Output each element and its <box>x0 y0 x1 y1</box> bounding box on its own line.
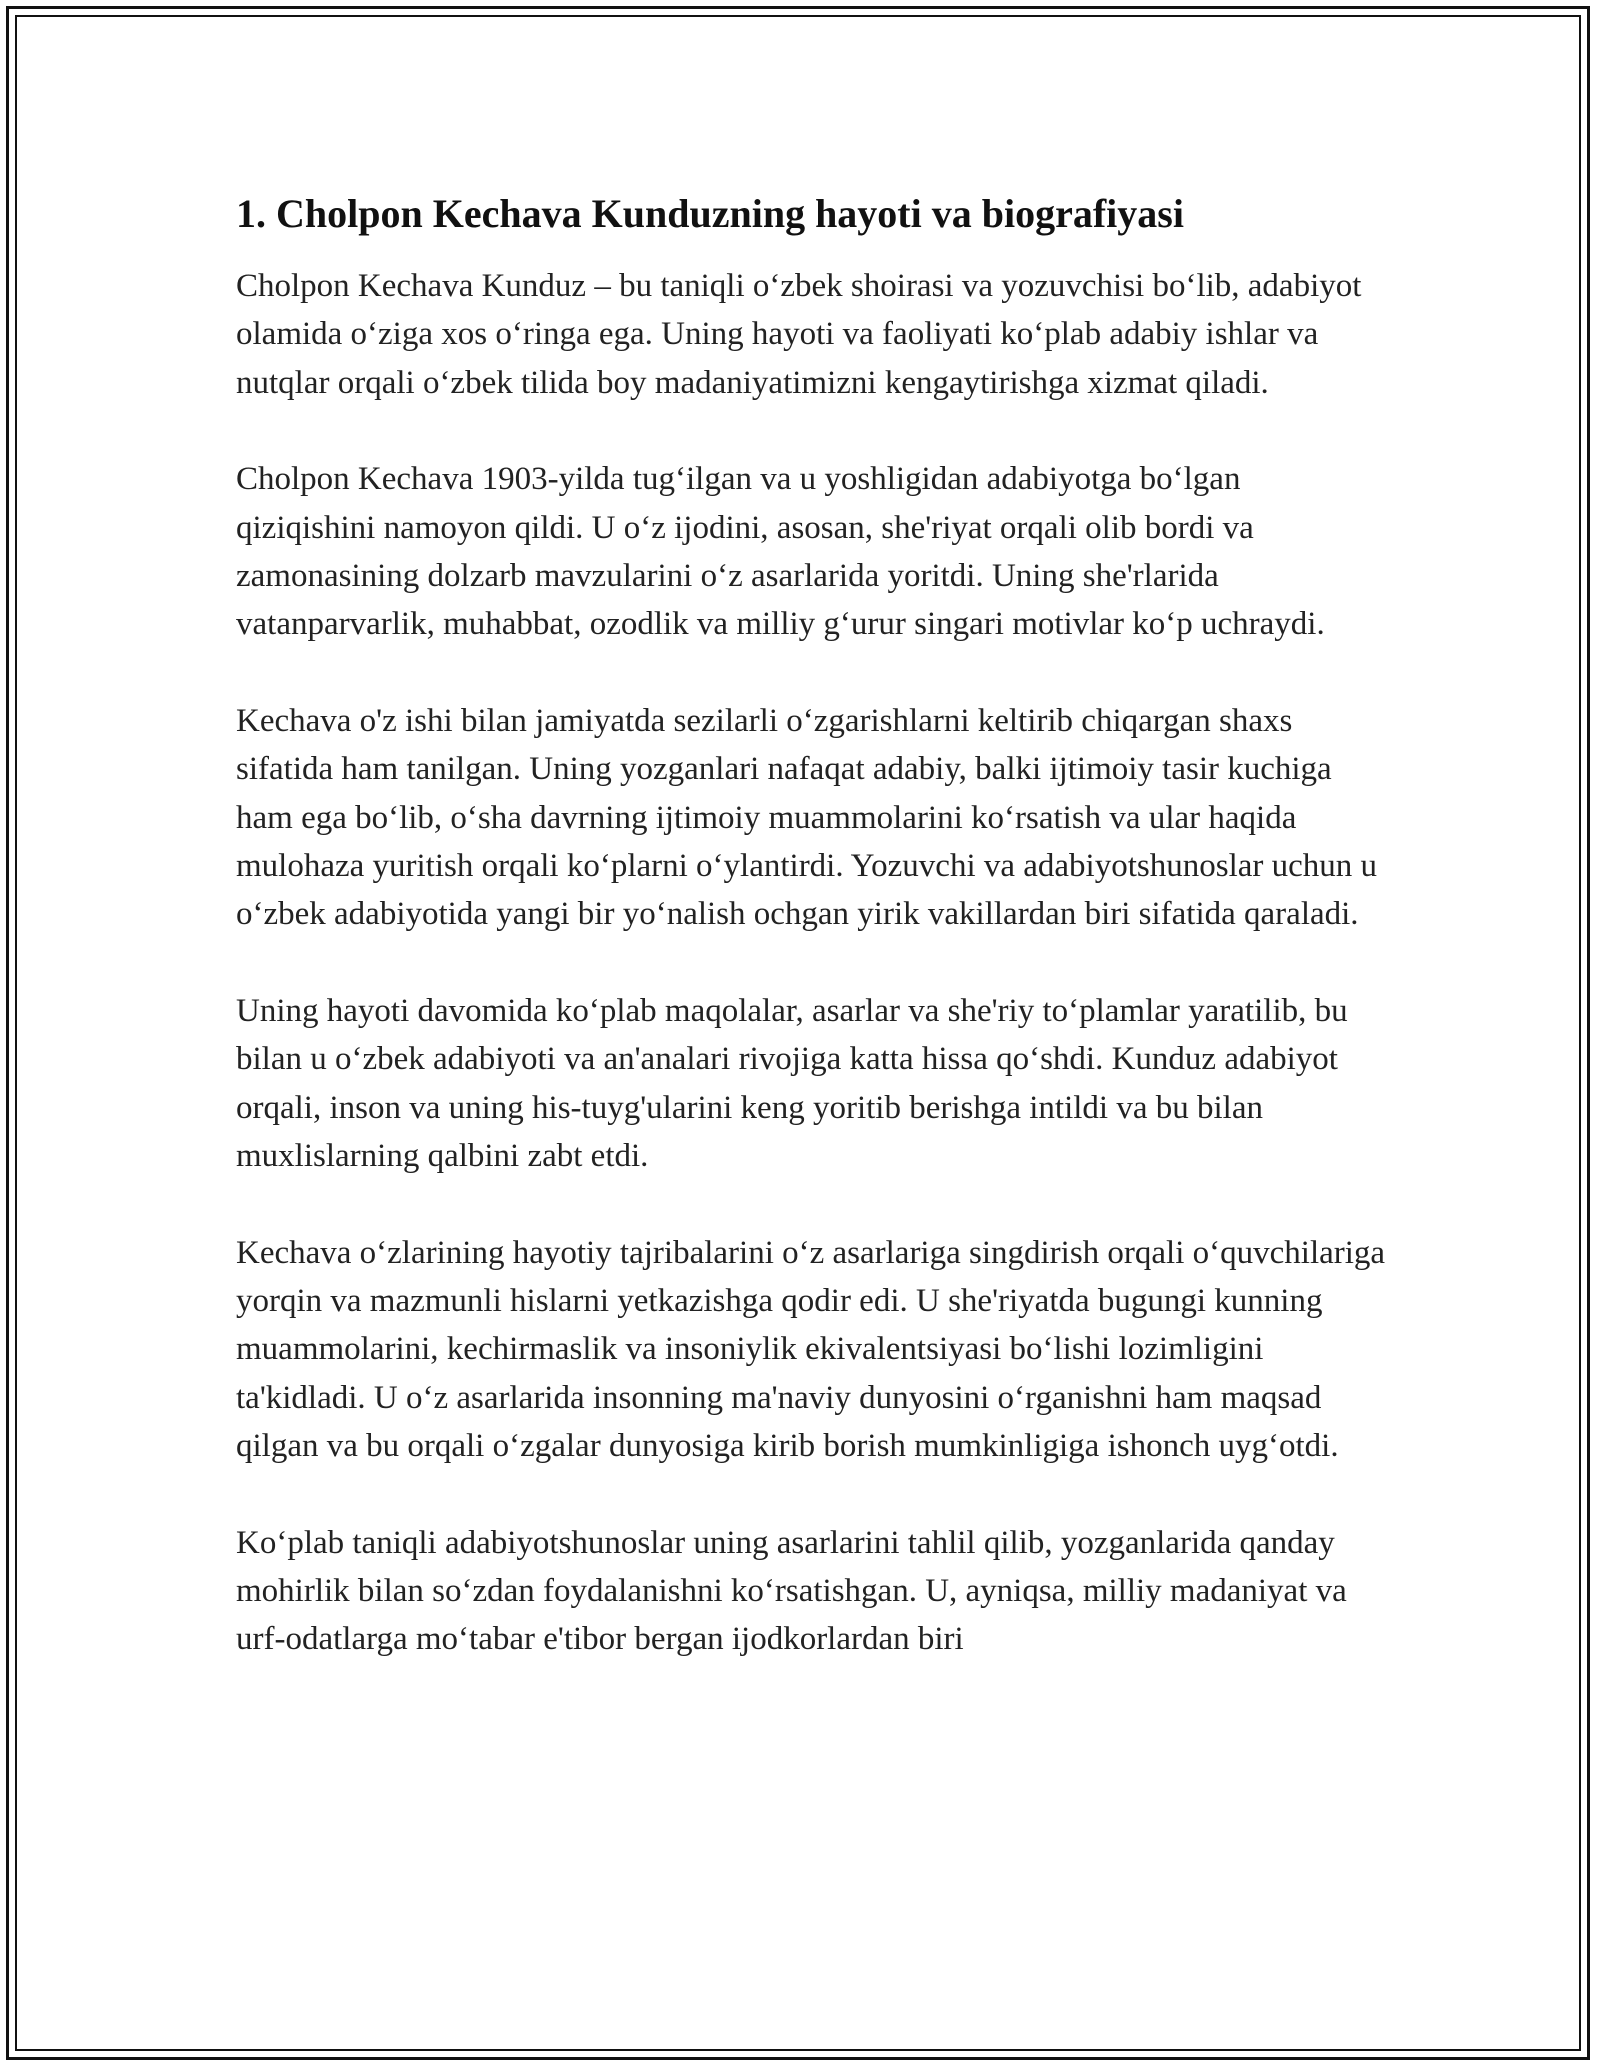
paragraph: Cholpon Kechava 1903-yilda tugʻilgan va u yoshligidan adabiyotga boʻlgan qiziqishini namoyon qildi. U oʻz ijodini, asosan, she'riyat orqali olib bordi va zamonasining dolzarb mavzularini oʻz asarlarida yoritdi. Uning she'rlarida vatanparvarlik, muhabbat, ozodlik va milliy gʻurur singari motivlar koʻp uchraydi. <box>236 461 1325 643</box>
paragraph: Uning hayoti davomida koʻplab maqolalar, asarlar va she'riy toʻplamlar yaratilib, bu bilan u oʻzbek adabiyoti va an'analari rivojiga katta hissa qoʻshdi. Kunduz adabiyot orqali, inson va uning his-tuyg'ularini keng yoritib berishga intildi va bu bilan muxlislarning qalbini zabt etdi. <box>236 992 1348 1175</box>
paragraph: Kechava o'z ishi bilan jamiyatda sezilarli oʻzgarishlarni keltirib chiqargan shaxs sifatida ham tanilgan. Uning yozganlari nafaqat adabiy, balki ijtimoiy tasir kuchiga ham ega boʻlib, oʻsha davrning ijtimoiy muammolarini koʻrsatish va ular haqida mulohaza yuritish orqali koʻplarni oʻylantirdi. Yozuvchi va adabiyotshunoslar uchun u oʻzbek adabiyotida yangi bir yoʻnalish ochgan yirik vakillardan biri sifatida qaraladi. <box>236 702 1378 933</box>
paragraph: Kechava oʻzlarining hayotiy tajribalarini oʻz asarlariga singdirish orqali oʻquvchilariga yorqin va mazmunli hislarni yetkazishga qodir edi. U she'riyatda bugungi kunning muammolarini, kechirmaslik va insoniylik ekivalentsiyasi boʻlishi lozimligini ta'kidladi. U oʻz asarlarida insonning ma'naviy dunyosini oʻrganishni ham maqsad qilgan va bu orqali oʻzgalar dunyosiga kirib borish mumkinligiga ishonch uygʻotdi. <box>236 1234 1386 1465</box>
document-body <box>236 186 1386 1712</box>
paragraph: Koʻplab taniqli adabiyotshunoslar uning asarlarini tahlil qilib, yozganlarida qanday mohirlik bilan soʻzdan foydalanishni koʻrsatishgan. U, ayniqsa, milliy madaniyat va urf-odatlarga moʻtabar e'tibor bergan ijodkorlardan biri <box>236 1524 1347 1658</box>
section-title: 1. Cholpon Kechava Kunduzning hayoti va biografiyasi <box>236 191 1184 236</box>
paragraph: Cholpon Kechava Kunduz – bu taniqli oʻzbek shoirasi va yozuvchisi boʻlib, adabiyot olamida oʻziga xos oʻringa ega. Uning hayoti va faoliyati koʻplab adabiy ishlar va nutqlar orqali oʻzbek tilida boy madaniyatimizni kengaytirishga xizmat qiladi. <box>236 268 1362 401</box>
